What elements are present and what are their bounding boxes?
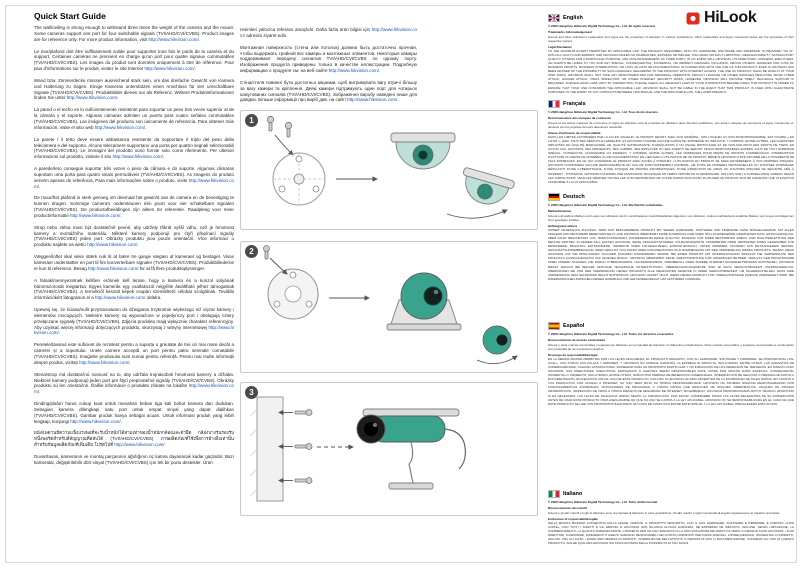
language-name: Deutsch [563,194,585,200]
hikvision-link[interactable]: http://www.hikvision.com/ [95,295,146,301]
block-text: DANS LES LIMITES AUTORISÉES PAR LA LOI EN VIGUEUR, LE PRODUIT DÉCRIT, AVEC SON MATÉRIEL, SON LOGICIEL ET SON MICROPROGRAMME, EST FOURNI « EN L'ÉTAT », AVEC TOUS SES DÉFAUTS ET ERREURS, ET HIKVISION N'OFFRE AUCUNE GARANTIE, EXPRESSE OU IMPLICITE, Y COMPRIS, ENTRE AUTRES, LES GARANTIES IMPLICITES DE QUALITÉ MARCHANDE, DE QUALITÉ SATISFAISANTE, D'ADÉQUATION À UN USAGE PARTICULIER ET DE NON-VIOLATION DES DROITS DE TIERS. EN AUCUN CAS, HIKVISION, SES DIRIGEANTS, SES CADRES, SES EMPLOYÉS OU SES AGENTS NE SERONT TENUS RESPONSABLES ENVERS VOUS DE TOUT DOMMAGE SPÉCIAL, CONSÉCUTIF, ACCESSOIRE OU INDIRECT, Y COMPRIS, ENTRE AUTRES, LES DOMMAGES POUR PERTE DE PROFITS COMMERCIAUX, INTERRUPTION D'ACTIVITÉ OU PERTE DE DONNÉES OU DE DOCUMENTATION, EN LIEN AVEC L'UTILISATION DE CE PRODUIT, MÊME SI HIKVISION A ÉTÉ INFORMÉ DE LA POSSIBILITÉ DE TELS DOMMAGES. EN CE QUI CONCERNE LE PRODUIT AVEC ACCÈS À INTERNET, L'UTILISATION DU PRODUIT SE FERA ENTIÈREMENT À VOS PROPRES RISQUES. HIKVISION N'ASSUMERA AUCUNE RESPONSABILITÉ EN CAS DE FONCTIONNEMENT ANORMAL, DE FUITE DE DONNÉES PERSONNELLES OU D'AUTRES DOMMAGES RÉSULTANT D'UNE CYBERATTAQUE, D'UNE ATTAQUE DE PIRATES INFORMATIQUES, D'UNE INSPECTION DE VIRUS OU D'AUTRES RISQUES DE SÉCURITÉ LIÉS À INTERNET ; TOUTEFOIS, HIKVISION FOURNIRA UNE ASSISTANCE TECHNIQUE EN TEMPS OPPORTUN SI NÉCESSAIRE. LES LOIS SUR LA SURVEILLANCE VARIENT SELON LES JURIDICTIONS. VEUILLEZ VÉRIFIER TOUTES LES LOIS PERTINENTES DE VOTRE JURIDICTION AVANT D'UTILISER CE PRODUIT AFIN DE GARANTIR UNE UTILISATION CONFORME À LA LOI APPLICABLE. [548,135,794,184]
notice-tail: oldalra. [145,295,162,301]
notice-text: Le mur/plafond doit être suffisamment solide pour supporter trois fois le poids de la caméra et du support. Certaines caméras ne prennent en charge qu'un port pour quatre signaux commutables (TVI/AHD/CVI/CVBS). Les images du produit sont données uniquement à titre de référence. Pour plus d'informations sur le produit, visitez le site Internet [34,48,234,72]
notice-paragraph [240,27,417,39]
block-heading: Clause d'exclusion de responsabilité [548,130,601,135]
copyright-line: © 2020 Hangzhou Hikvision Digital Technology Co., Ltd. Tous droits réservés. [548,110,659,114]
notice-tail: . [120,212,122,218]
notice-text: Strop nebo stěna musí být dostatečně pevné, aby udržely třikrát vyšší váhu, než je hmotnost kamery a montážního materiálu. Některé kamery podporují pro čtyři přepínací signály (TVI/AHD/CVI/CVBS) jeden port. Obrázky produktu jsou pouze orientační. Více informací o produktu najdete na webu [34,224,234,248]
notice-tail: . [129,359,131,365]
notice-tail: . [198,36,201,42]
installation-steps [240,110,538,516]
block-heading: Descargo de responsabilidad legal [548,352,598,357]
notice-paragraph [34,454,234,466]
notice-paragraph [34,225,234,248]
language-section-deutsch [548,193,794,281]
germany-flag-icon [548,193,560,201]
notice-tail: . [39,389,41,395]
notice-text: La pared o el techo es lo suficientemente resistente para soportar un peso tres veces superior al de la cámara y el soporte. Algunas cámaras admiten un puerto para cuatro señales conmutables (TVI/AHD/CVI/CVBS). Las imágenes del producto son únicamente de referencia. Para obtener más información, visite el sitio web [34,107,234,130]
language-section-italiano [548,490,794,545]
step-1-dome-camera-installation [240,110,538,230]
notice-paragraph [34,342,234,365]
uk-flag-icon [548,14,560,22]
language-section-francais [548,100,794,184]
notice-text: Peretele/tavanul este suficient de rezistent pentru a suporta o greutate de trei ori mai mare decât a camerei și a suportului. Unele camere acceptă un port pentru patru semnale comutabile (TVI/AHD/CVI/CVBS). Imaginile produsului sunt numai pentru referință. Pentru mai multe informații despre produs, vizitați [34,342,234,365]
copyright-line: © 2020 Hangzhou Hikvision Digital Technology Co., Ltd. Alle Rechte vorbehalten. [548,203,664,207]
block-text: HiLook und andere Marken und Logos von Hikvision sind in verschiedenen Gerichtsbarkeiten Eigentum von Hikvision. Andere nachstehend erwähnte Marken und Logos sind Eigentum ihrer jeweiligen Inhaber. [548,213,794,222]
copyright-line: © 2020 Hangzhou Hikvision Digital Technology Co., Ltd. Tutti i diritti riservati. [548,500,658,504]
hikvision-link[interactable]: http://www.hikvision.com/ [34,324,234,336]
hikvision-link[interactable]: http://www.hikvision.com/ [66,95,118,101]
middle-notes-column [240,27,417,109]
notice-tail: adresini ziyaret edin. [245,32,288,38]
notice-tail: . [39,183,41,189]
page-title: Quick Start Guide [34,11,106,21]
notice-text: La parete / il tetto deve essere abbastanza resistente da sopportare il triplo del peso della telecamera e del supporto. Alcune telecamere supportano una porta per quattro segnali selezionabili (TVI/AHD/CVI/CVBS). Le immagini del prodotto sono fornite solo come riferimento. Per ulteriori informazioni sul prodotto, visitare il sito [34,136,234,160]
block-text: EN LA MEDIDA MÁXIMA PERMITIDA POR LAS LEYES APLICABLES, EL PRODUCTO DESCRITO, CON SU HARDWARE, SOFTWARE Y FIRMWARE, SE PROPORCIONA «TAL CUAL», CON TODOS SUS FALLOS Y ERRORES, Y HIKVISION NO OFRECE GARANTÍA, NI EXPRESA NI IMPLÍCITA, INCLUYENDO, ENTRE OTRAS, LAS GARANTÍAS DE COMERCIABILIDAD, CALIDAD SATISFACTORIA, IDONEIDAD PARA UN PROPÓSITO PARTICULAR Y NO INFRACCIÓN DE LOS DERECHOS DE TERCEROS. EN NINGÚN CASO HIKVISION, SUS DIRECTORES, EJECUTIVOS, EMPLEADOS O AGENTES SERÁN RESPONSABLES ANTE USTED POR NINGÚN DAÑO ESPECIAL, CONSECUENTE, INCIDENTAL O INDIRECTO, INCLUYENDO, ENTRE OTROS, DAÑOS POR PÉRDIDA DE BENEFICIOS COMERCIALES, INTERRUPCIÓN DE NEGOCIO O PÉRDIDA DE DATOS O DOCUMENTACIÓN, EN RELACIÓN CON EL USO DE ESTE PRODUCTO, INCLUSO SI HIKVISION HA SIDO ADVERTIDO DE LA POSIBILIDAD DE TALES DAÑOS. EN CUANTO A LOS PRODUCTOS CON ACCESO A INTERNET, SU USO SERÁ BAJO SU PROPIA RESPONSABILIDAD. HIKVISION NO ASUMIRÁ NINGUNA RESPONSABILIDAD POR FUNCIONAMIENTOS ANORMALES, FILTRACIONES DE PRIVACIDAD U OTROS DAÑOS QUE RESULTEN DE ATAQUES CIBERNÉTICOS, ATAQUES DE PIRATAS INFORMÁTICOS, INSPECCIÓN DE VIRUS U OTROS RIESGOS DE SEGURIDAD DE INTERNET; SIN EMBARGO, HIKVISION PROPORCIONARÁ APOYO TÉCNICO OPORTUNO SI ES NECESARIO. LAS LEYES DE VIGILANCIA VARÍAN SEGÚN LA JURISDICCIÓN. POR FAVOR, COMPRUEBE TODAS LAS LEYES RELEVANTES DE SU JURISDICCIÓN ANTES DE USAR ESTE PRODUCTO PARA ASEGURARSE DE QUE SU USO SE AJUSTA A LA LEY APLICABLE. HIKVISION NO SE RESPONSABILIZARÁ EN EL CASO DE QUE ESTE PRODUCTO SE USE CON PROPÓSITOS ILEGÍTIMOS. EN CASO DE CONFLICTO ENTRE ESTE MANUAL Y LA LEY APLICABLE, PREVALECERÁ ESTA ÚLTIMA. [548,357,794,406]
copyright-line: © 2020 Hangzhou Hikvision Digital Technology Co., Ltd. Todos los derechos reservados. [548,332,675,336]
language-name: Español [563,323,585,329]
legal-column [548,12,794,560]
spain-flag-icon [548,322,560,330]
notice-text: Стіна/стеля повинні бути достатньо міцними, щоб витримувати вагу втричі більшу за вагу камери та кріплення. Деякі камери підтримують один порт для чотирьох комутованих сигналів (TVI/AHD/CVI/CVBS). Зображення виробу наведені лише для довідки. Більше інформації про виріб див. на сайті [240,79,417,103]
notice-text: The wall/ceiling is strong enough to withstand three times the weight of the camera and the mount. Some cameras support one port for four switchable signals (TVI/AHD/CVI/CVBS). Product images are for reference only. For more product information, visit [34,25,234,42]
step-number-badge: 1 [245,114,258,127]
language-name: Italiano [563,491,583,497]
block-heading: Esclusione di responsabilità legale [548,516,598,521]
copyright-line: © 2020 Hangzhou Hikvision Digital Technology Co., Ltd. All rights reserved. [548,24,656,28]
step-number-badge: 2 [245,245,258,258]
hikvision-link[interactable]: http://www.hikvision.com/ [79,359,130,365]
hikvision-link[interactable]: http://www.hikvision.com/ [87,242,138,248]
notice-text: Stena/strop má dostatočnú nosnosť na to, aby udržala trojnásobok hmotnosti kamery a držiaka. Niektoré kamery podporujú jeden port pre štyri prepínateľné signály (TVI/AHD/CVI/CVBS). Obrázky produktu sú len orientačné. Ďalšie informácie o produkte získate na lokalite [34,371,234,389]
block-text: NELLA MISURA MASSIMA CONSENTITA DALLA LEGGE VIGENTE, IL PRODOTTO DESCRITTO, CON IL SUO HARDWARE, SOFTWARE E FIRMWARE, È FORNITO «COSÌ COM'È», CON TUTTI I DIFETTI E GLI ERRORI, E HIKVISION NON RILASCIA ALCUNA GARANZIA, NÉ ESPRESSA NÉ IMPLICITA, INCLUSE, SENZA LIMITAZIONE, LA COMMERCIABILITÀ, LA QUALITÀ SODDISFACENTE, L'IDONEITÀ PER UN USO SPECIFICO E LA NON VIOLAZIONE DEI DIRITTI DI TERZI. IN NESSUN CASO HIKVISION, I SUOI DIRETTORI, FUNZIONARI, DIPENDENTI O AGENTI SARANNO RESPONSABILI NEI VOSTRI CONFRONTI PER DANNI SPECIALI, CONSEQUENZIALI, INCIDENTALI O INDIRETTI, INCLUSI, TRA GLI ALTRI, I DANNI PER PERDITA DI PROFITTI, INTERRUZIONE DELL'ATTIVITÀ O PERDITA DI DATI O DOCUMENTAZIONE, CONNESSI ALL'USO DI QUESTO PRODOTTO, ANCHE QUALORA HIKVISION SIA STATA AVVISATA DELLA POSSIBILITÀ DI TALI DANNI. [548,521,794,546]
notice-paragraph [34,307,234,336]
hikvision-link[interactable]: http://www.hikvision.com/ [114,442,165,448]
hikvision-link[interactable]: http://www.hikvision.com/ [70,212,121,218]
block-text: HiLook and other Hikvision's trademarks and logos are the properties of Hikvision in various jurisdictions. Other trademarks and logos mentioned below are the properties of their respective owners. [548,34,794,43]
notice-text: A parede/teto consegue suportar três vezes o peso da câmara e do suporte. Algumas câmaras suportam uma porta para quatro sinais permutáveis (TVI/AHD/CVI/CVBS). As imagens do produto servem apenas de referência. Para mais informações sobre o produto, visite [34,166,234,183]
block-heading: Markenhinweise [548,209,572,213]
notice-tail: . [162,154,165,160]
notice-tail: . [194,66,196,72]
block-text: HiLook y otras marcas comerciales y logotipos de Hikvision son propiedad de Hikvision en diferentes jurisdicciones. Otras marcas comerciales y logotipos mencionados a continuación son propiedad de sus respectivos dueños. [548,342,794,351]
notice-paragraph [34,430,234,448]
block-heading: Trademarks Acknowledgement [548,30,593,34]
italy-flag-icon [548,490,560,498]
notice-text: Монтажная поверхность (стена или потолок) должна быть достаточно прочная, чтобы выдержать тройной вес камеры и монтажных элементов. Некоторые камеры поддерживают передачу сигналов TVI/AHD/CVI/CVBS по одному порту. Изображения продукта приведены только в качестве иллюстрации. Подробную информацию о продукте см. на веб-сайте [240,44,417,74]
block-heading: Legal Disclaimer [548,44,572,49]
hikvision-link[interactable]: http://www.hikvision.com/ [34,177,234,189]
turret-camera-mounting-diagram [241,242,537,372]
hikvision-link[interactable]: http://www.hikvision.com/ [328,68,380,74]
hikvision-link[interactable]: http://www.hikvision.com/ [88,265,139,271]
multilingual-notes-column [34,11,234,472]
notice-text: De muur/het plafond is sterk genoeg om driemaal het gewicht van de camera en de bevestiging te kunnen dragen. Sommige camera's ondersteunen één poort voor vier schakelbare signalen (TVI/AHD/CVI/CVBS). De productafbeeldingen zijn alleen ter referentie. Raadpleeg voor meer productinformatie [34,195,234,218]
step-3-bullet-camera-installation [240,382,538,516]
notice-text: Wand bzw. Zimmerdecke müssen ausreichend stark sein, um das dreifache Gewicht von Kamera und Halterung zu tragen. Einige Kameras unterstützen einen Anschluss für vier umschaltbare Signale (TVI/AHD/CVI/CVBS). Produktbilder dienen nur als Referenz. Weitere Produktinformationen finden Sie unter [34,77,234,101]
language-section-english [548,14,794,94]
france-flag-icon [548,100,560,108]
notice-paragraph [34,137,234,160]
hikvision-link[interactable]: http://www.hikvision.com/ [347,97,398,103]
language-section-espanol [548,322,794,406]
notice-text: A falnak/mennyezetnek kellően erősnek kell lennie, hogy a kamera és a konzol súlyának háromszorosát megtartsa. Egyes kamerák egy csatlakozót négyféle átváltható jelhez támogatnak (TVI/AHD/CVI/CVBS). A termékről készült képek csupán szemléltető célokat szolgálnak. További információkért látogasson el a [34,277,234,301]
notice-paragraph [34,49,234,72]
notice-paragraph [240,80,417,103]
language-name: English [563,15,583,21]
notice-tail: for at få flere produktoplysninger. [138,265,206,271]
notice-tail: . [397,97,399,103]
hikvision-link[interactable]: http://www.hikvision.com/ [112,154,163,160]
step-number-badge: 3 [245,386,258,399]
hikvision-link[interactable]: http://www.hikvision.com/ [70,418,121,424]
notice-text: Væggen/loftet skal være stærk nok til at bære tre gange vægten af kameraet og beslaget. Visse kameraer understøtter en port til fire konverterbare signaler (TVI/AHD/CVI/CVBS). Produktbillederne er kun til reference. Besøg [34,254,234,271]
notice-tail: . [145,124,147,130]
notice-paragraph [34,254,234,272]
notice-paragraph [34,25,234,43]
notice-paragraph [240,45,417,74]
step-2-turret-camera-installation [240,241,538,373]
hikvision-link[interactable]: http://www.hikvision.com/ [34,383,234,395]
hikvision-link[interactable]: http://www.hikvision.com/ [144,66,195,72]
language-name: Français [563,101,586,107]
notice-text: Upewnij się, że ściana/sufit przystosowano do dźwigania trzykrotnie większego niż ciężar kamery i elementów mocujących. Niektóre kamery są wyposażone w pojedynczy port i obsługują cztery przełączane sygnały (TVI/AHD/CVI/CVBS). Zdjęcia produktu mają wyłącznie charakter referencyjny. Aby uzyskać więcej informacji dotyczących produktu, skorzystaj z witryny internetowej [34,307,234,330]
bullet-camera-mounting-diagram [241,383,537,515]
hikvision-link[interactable]: http://www.hikvision.com/ [240,27,417,38]
notice-tail: . [120,418,122,424]
block-heading: Reconnaissance des marques de commerce [548,116,612,120]
block-text: HiLook et les autres marques de commerce et logos de Hikvision sont la propriété de Hikvision dans diverses juridictions. Les autres marques de commerce et logos mentionnés ci-dessous sont la propriété de leurs détenteurs respectifs. [548,120,794,129]
notice-tail: . [137,242,139,248]
notice-tail: . [117,95,119,101]
hikvision-link[interactable]: http://www.hikvision.com/ [94,124,146,130]
hikvision-link[interactable]: http://www.hikvision.com/ [148,36,199,42]
notice-text: ผนัง/เพดานมีความแข็งแรงพอที่จะรับน้ำหนักได้สามเท่าของน้ำหนักกล้องและตัวยึด กล้องบางรุ่นรองรับหนึ่งพอร์ตสำหรับสี่สัญญาณที่สลับได้ (TVI/AHD/CVI/CVBS) ภาพผลิตภัณฑ์ใช้เพื่อการอ้างอิงเท่านั้น สำหรับข้อมูลผลิตภัณฑ์เพิ่มเติม โปรดไปที่ [34,430,234,448]
block-heading: Haftungsausschluss [548,223,578,228]
notice-paragraph [34,166,234,189]
notice-paragraph [34,107,234,130]
hilook-logo-text: HiLook [704,9,757,26]
block-text: SOWEIT GESETZLICH ZULÄSSIG, WIRD DAS BESCHRIEBENE PRODUKT MIT SEINER HARDWARE, SOFTWARE UND FIRMWARE OHNE MÄNGELGEWÄHR, MIT ALLEN FEHLERN UND IRRTÜMERN BEREITGESTELLT, UND HIKVISION ÜBERNIMMT KEINE AUSDRÜCKLICHE ODER STILLSCHWEIGENDE GEWÄHRLEISTUNG, EINSCHLIESSLICH, ABER NICHT BESCHRÄNKT AUF, MARKTGÄNGIGKEIT, ZUFRIEDENSTELLENDE QUALITÄT, EIGNUNG FÜR EINEN BESTIMMTEN ZWECK UND NICHTVERLETZUNG DER RECHTE DRITTER. IN KEINEM FALL HAFTEN HIKVISION, SEINE GESCHÄFTSFÜHRER, FÜHRUNGSKRÄFTE, MITARBEITER ODER VERTRETER IHNEN GEGENÜBER FÜR BESONDERE, BEILÄUFIG ENTSTANDENE, INDIREKTE ODER FOLGESCHÄDEN, EINSCHLIESSLICH, UNTER ANDEREM, SCHÄDEN AUS ENTGANGENEM GEWINN, GESCHÄFTSUNTERBRECHUNG ODER VERLUST VON DATEN ODER DOKUMENTATION IM ZUSAMMENHANG MIT DER VERWENDUNG DIESES PRODUKTS, SELBST WENN HIKVISION AUF DIE MÖGLICHKEIT SOLCHER SCHÄDEN HINGEWIESEN WURDE. BEI EINEM PRODUKT MIT INTERNETZUGANG ERFOLGT DIE VERWENDUNG DES PRODUKTS AUSSCHLIESSLICH AUF EIGENES RISIKO. HIKVISION ÜBERNIMMT KEINE VERANTWORTUNG FÜR ANORMALEN BETRIEB, VERLUST DER PRIVATSPHÄRE ODER ANDERE SCHÄDEN, DIE DURCH CYBERANGRIFFE, HACKERANGRIFFE, VIRENBEFALL ODER ANDERE INTERNET-SICHERHEITSRISIKEN ENTSTEHEN; HIKVISION BIETET JEDOCH BEI BEDARF ZEITNAHE TECHNISCHE UNTERSTÜTZUNG. ÜBERWACHUNGSGESETZE SIND JE NACH GERICHTSBARKEIT UNTERSCHIEDLICH. ÜBERPRÜFEN SIE VOR DER VERWENDUNG DIESES PRODUKTS ALLE RELEVANTEN GESETZE IN IHRER GERICHTSBARKEIT, UM SICHERZUSTELLEN, DASS IHRE VERWENDUNG DEM GELTENDEN RECHT ENTSPRICHT. HIKVISION HAFTET NICHT, WENN DIESES PRODUKT FÜR UNRECHTMÄSSIGE ZWECKE VERWENDET WIRD. BEI WIDERSPRÜCHEN ZWISCHEN DIESEM HANDBUCH UND GELTENDEM RECHT HAT LETZTERES VORRANG. [548,228,794,281]
block-text: HiLook e gli altri marchi e loghi di Hikvision sono di proprietà di Hikvision in varie giurisdizioni. Gli altri marchi e loghi menzionati di seguito appartengono ai rispettivi proprietari. [548,510,781,515]
notice-tail: . [58,330,61,336]
notice-paragraph [34,372,234,395]
dome-camera-mounting-diagram [241,111,537,229]
notice-paragraph [34,401,234,424]
block-text: TO THE MAXIMUM EXTENT PERMITTED BY APPLICABLE LAW, THE PRODUCT DESCRIBED, WITH ITS HARDWARE, SOFTWARE AND FIRMWARE, IS PROVIDED "AS IS", WITH ALL FAULTS AND ERRORS, AND HIKVISION MAKES NO WARRANTIES, EXPRESS OR IMPLIED, INCLUDING WITHOUT LIMITATION, MERCHANTABILITY, SATISFACTORY QUALITY, FITNESS FOR A PARTICULAR PURPOSE, AND NON-INFRINGEMENT OF THIRD PARTY. IN NO EVENT WILL HIKVISION, ITS DIRECTORS, OFFICERS, EMPLOYEES, OR AGENTS BE LIABLE TO YOU FOR ANY SPECIAL, CONSEQUENTIAL, INCIDENTAL, OR INDIRECT DAMAGES, INCLUDING, AMONG OTHERS, DAMAGES FOR LOSS OF BUSINESS PROFITS, BUSINESS INTERRUPTION, OR LOSS OF DATA OR DOCUMENTATION, IN CONNECTION WITH THE USE OF THIS PRODUCT, EVEN IF HIKVISION HAS BEEN ADVISED OF THE POSSIBILITY OF SUCH DAMAGES. REGARDING TO THE PRODUCT WITH INTERNET ACCESS, THE USE OF PRODUCT SHALL BE WHOLLY AT YOUR OWN RISKS. HIKVISION SHALL NOT TAKE ANY RESPONSIBILITIES FOR ABNORMAL OPERATION, PRIVACY LEAKAGE OR OTHER DAMAGES RESULTING FROM CYBER ATTACK, HACKER ATTACK, VIRUS INSPECTION, OR OTHER INTERNET SECURITY RISKS; HOWEVER, HIKVISION WILL PROVIDE TIMELY TECHNICAL SUPPORT IF REQUIRED. SURVEILLANCE LAWS VARY BY JURISDICTION. PLEASE CHECK ALL RELEVANT LAWS IN YOUR JURISDICTION BEFORE USING THIS PRODUCT IN ORDER TO ENSURE THAT YOUR USE CONFORMS THE APPLICABLE LAW. HIKVISION SHALL NOT BE LIABLE IN THE EVENT THAT THIS PRODUCT IS USED WITH ILLEGITIMATE PURPOSES. IN THE EVENT OF ANY CONFLICTS BETWEEN THIS MANUAL AND THE APPLICABLE LAW, THE LATER PREVAILS. [548,49,794,94]
notice-tail: . [379,68,381,74]
block-heading: Riconoscimento dei marchi [548,506,588,510]
notice-text: resimleri yalnızca referans amaçlıdır. Daha fazla ürün bilgisi için [240,27,371,32]
notice-text: Duvar/tavan, kameranın ve montaj parçasının ağırlığının üç katına dayanacak kadar güçlüdür. Bazı kameralar, değiştirilebilir dört sinyal (TVI/AHD/CVI/CVBS) için tek bir portu destekler. Ürün [34,453,234,465]
notice-paragraph [34,78,234,101]
notice-paragraph [34,278,234,301]
block-heading: Reconocimiento de marcas comerciales [548,338,606,342]
notice-paragraph [34,195,234,218]
notice-text: Dinding/plafon harus cukup kuat untuk menahan beban tiga kali bobot kamera dan dudukan. Sebagian kamera dilengkapi satu port untuk empat sinyal yang dapat dialihkan (TVI/AHD/CVI/CVBS). Gambar produk hanya sebagai acuan. Untuk informasi produk yang lebih lengkap, kunjungi [34,401,234,424]
